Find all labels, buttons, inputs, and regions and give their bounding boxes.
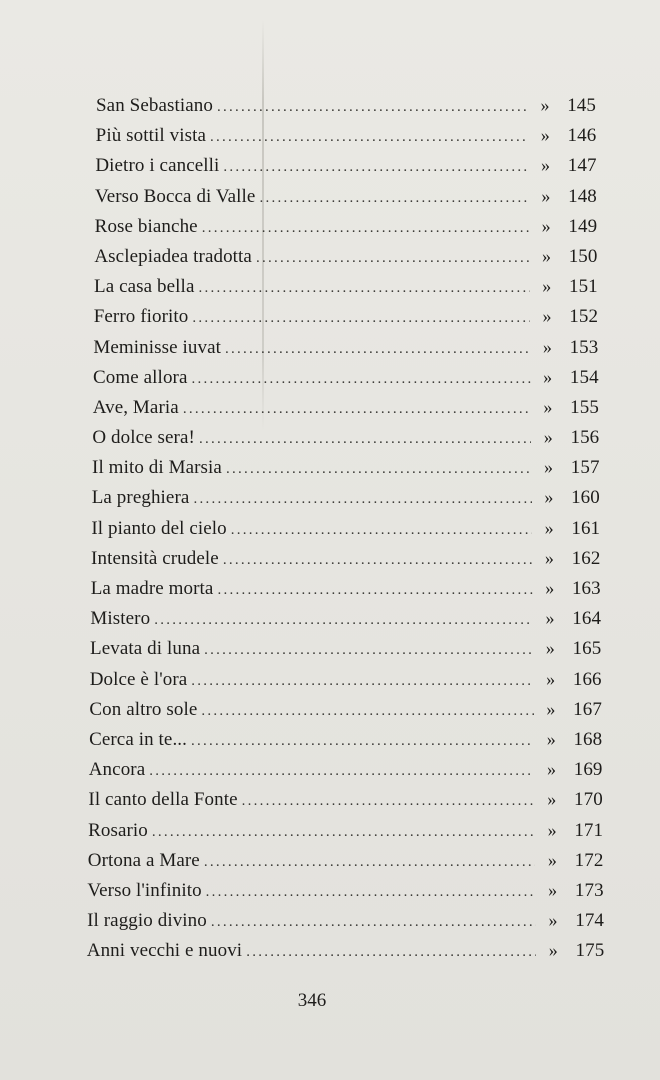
- toc-entry: [0, 452, 660, 482]
- ditto-mark: »: [545, 638, 555, 659]
- toc-entry-title: Dietro i cancelli: [95, 155, 220, 177]
- toc-entry-page: 151: [568, 276, 598, 298]
- ditto-mark: »: [548, 940, 558, 961]
- ditto-mark: »: [541, 245, 552, 266]
- toc-entry-page: 152: [569, 306, 599, 328]
- dot-leader: [152, 817, 535, 847]
- ditto-mark: »: [542, 306, 552, 327]
- ditto-mark: »: [546, 759, 557, 780]
- toc-entry-title: Ave, Maria: [92, 396, 179, 418]
- toc-entry-title: Ortona a Mare: [87, 849, 200, 871]
- toc-entry-page: 162: [571, 547, 601, 569]
- toc-entry-title: Il mito di Marsia: [92, 457, 222, 479]
- ditto-mark: »: [542, 336, 552, 357]
- toc-entry: [0, 875, 660, 905]
- toc-entry-page: 168: [573, 728, 603, 750]
- toc-entry-page: 146: [567, 125, 597, 147]
- toc-entry: [0, 271, 660, 301]
- toc-entry-page: 149: [568, 215, 598, 237]
- ditto-mark: »: [547, 849, 557, 870]
- toc-entry: [0, 181, 660, 211]
- toc-entry-title: Meminisse iuvat: [93, 336, 221, 358]
- toc-entry-title: Con altro sole: [89, 698, 198, 720]
- ditto-mark: »: [543, 427, 553, 448]
- toc-entry-page: 153: [569, 336, 599, 358]
- toc-entry-page: 164: [572, 608, 602, 630]
- dot-leader: [256, 243, 530, 273]
- dot-leader: [217, 575, 532, 605]
- toc-entry-title: La preghiera: [91, 487, 190, 509]
- toc-entry-page: 161: [571, 517, 601, 539]
- dot-leader: [191, 726, 534, 756]
- toc-entry-title: Verso Bocca di Valle: [95, 185, 256, 207]
- toc-entry: [0, 573, 660, 603]
- toc-entry-page: 154: [569, 366, 599, 388]
- toc-entry-page: 155: [570, 396, 599, 418]
- toc-entry-page: 169: [573, 759, 603, 781]
- toc-entry-page: 157: [570, 457, 600, 479]
- toc-entry-page: 170: [574, 789, 603, 811]
- toc-entry-title: La madre morta: [90, 578, 214, 599]
- dot-leader: [204, 847, 536, 877]
- toc-entry-title: San Sebastiano: [96, 95, 213, 116]
- ditto-mark: »: [544, 487, 554, 508]
- dot-leader: [199, 424, 531, 454]
- toc-entry-title: Cerca in te...: [89, 728, 188, 750]
- toc-entry-title: Rosario: [88, 819, 148, 841]
- toc-entry: [0, 543, 660, 573]
- ditto-mark: »: [548, 910, 558, 931]
- toc-entry: [0, 241, 660, 271]
- dot-leader: [149, 756, 534, 786]
- toc-entry: [0, 150, 660, 180]
- toc-entry-title: Il raggio divino: [87, 910, 207, 932]
- toc-entry-page: 148: [568, 185, 597, 207]
- toc-entry-title: Rose bianche: [94, 215, 198, 237]
- toc-entry: [0, 694, 660, 724]
- dot-leader: [206, 877, 536, 907]
- toc-entry: [0, 935, 660, 965]
- page-number: 346: [297, 990, 327, 1011]
- dot-leader: [259, 183, 528, 213]
- toc-entry-page: 174: [575, 910, 605, 932]
- ditto-mark: »: [547, 789, 557, 810]
- toc-entry: [0, 422, 660, 452]
- toc-entry: [0, 784, 660, 814]
- dot-leader: [223, 152, 528, 182]
- dot-leader: [226, 454, 532, 484]
- toc-entry-page: 173: [574, 879, 604, 901]
- toc-entry-page: 163: [571, 578, 601, 599]
- toc-entry: [0, 301, 660, 331]
- toc-entry-page: 175: [575, 940, 605, 962]
- toc-entry-page: 166: [572, 668, 602, 690]
- toc-entry: [0, 392, 660, 422]
- toc-entry: [0, 724, 660, 754]
- toc-entry: [0, 120, 660, 150]
- dot-leader: [242, 786, 535, 816]
- toc-entry-title: La casa bella: [94, 276, 195, 298]
- toc-entry-page: 160: [571, 487, 600, 509]
- ditto-mark: »: [541, 215, 551, 236]
- ditto-mark: »: [544, 517, 554, 538]
- toc-entry: [0, 211, 660, 241]
- ditto-mark: »: [540, 95, 550, 115]
- toc-entry-title: Levata di luna: [90, 638, 201, 660]
- toc-entry-title: Più sottil vista: [95, 125, 206, 147]
- dot-leader: [231, 515, 532, 545]
- ditto-mark: »: [545, 608, 555, 629]
- toc-entry-page: 147: [567, 155, 597, 177]
- toc-entry-title: Verso l'infinito: [87, 879, 202, 901]
- ditto-mark: »: [542, 276, 552, 297]
- dot-leader: [193, 484, 531, 514]
- toc-entry-title: Il pianto del cielo: [91, 517, 227, 539]
- dot-leader: [225, 334, 530, 364]
- dot-leader: [223, 545, 533, 575]
- toc-entry-page: 156: [570, 427, 600, 449]
- toc-entry: [0, 603, 660, 633]
- toc-entry: [0, 362, 660, 392]
- dot-leader: [198, 273, 529, 303]
- toc-entry-title: Dolce è l'ora: [89, 668, 188, 690]
- ditto-mark: »: [545, 578, 555, 598]
- dot-leader: [246, 937, 536, 967]
- ditto-mark: »: [541, 185, 551, 206]
- toc-entry-title: Come allora: [93, 366, 188, 388]
- dot-leader: [210, 122, 528, 152]
- dot-leader: [192, 303, 530, 333]
- ditto-mark: »: [547, 819, 557, 840]
- dot-leader: [154, 605, 533, 635]
- ditto-mark: »: [546, 668, 556, 689]
- toc-entry-page: 167: [573, 698, 602, 720]
- toc-entry: [0, 845, 660, 875]
- toc-entry: [0, 332, 660, 362]
- dot-leader: [211, 907, 536, 937]
- toc-entry: [0, 905, 660, 935]
- dot-leader: [202, 213, 530, 243]
- toc-entry: [0, 90, 660, 120]
- toc-entry-page: 172: [574, 849, 604, 871]
- toc-entry: [0, 513, 660, 543]
- ditto-mark: »: [543, 366, 553, 387]
- toc-entry-title: Ancora: [88, 759, 146, 781]
- toc-entry-title: Asclepiadea tradotta: [94, 245, 252, 267]
- dot-leader: [201, 696, 534, 726]
- ditto-mark: »: [548, 879, 558, 900]
- ditto-mark: »: [546, 728, 556, 749]
- toc-entry-title: Anni vecchi e nuovi: [86, 940, 243, 962]
- ditto-mark: »: [541, 155, 551, 176]
- dot-leader: [217, 92, 528, 122]
- toc-entry-page: 171: [574, 819, 604, 841]
- toc-entry: [0, 482, 660, 512]
- table-of-contents: [0, 90, 660, 965]
- toc-entry: [0, 754, 660, 784]
- dot-leader: [192, 364, 531, 394]
- ditto-mark: »: [546, 698, 556, 719]
- toc-entry-title: O dolce sera!: [92, 427, 195, 449]
- ditto-mark: »: [540, 125, 550, 146]
- ditto-mark: »: [543, 396, 553, 417]
- toc-entry-page: 150: [568, 245, 598, 267]
- dot-leader: [183, 394, 531, 424]
- ditto-mark: »: [544, 457, 554, 478]
- toc-entry: [0, 664, 660, 694]
- dot-leader: [191, 666, 533, 696]
- toc-entry-title: Il canto della Fonte: [88, 789, 238, 811]
- ditto-mark: »: [544, 547, 555, 568]
- toc-entry: [0, 633, 660, 663]
- toc-entry: [0, 815, 660, 845]
- toc-entry-title: Mistero: [90, 608, 151, 630]
- toc-entry-page: 145: [567, 95, 596, 116]
- toc-entry-title: Ferro fiorito: [93, 306, 189, 328]
- dot-leader: [204, 635, 533, 665]
- toc-entry-title: Intensità crudele: [91, 547, 219, 569]
- toc-entry-page: 165: [572, 638, 602, 660]
